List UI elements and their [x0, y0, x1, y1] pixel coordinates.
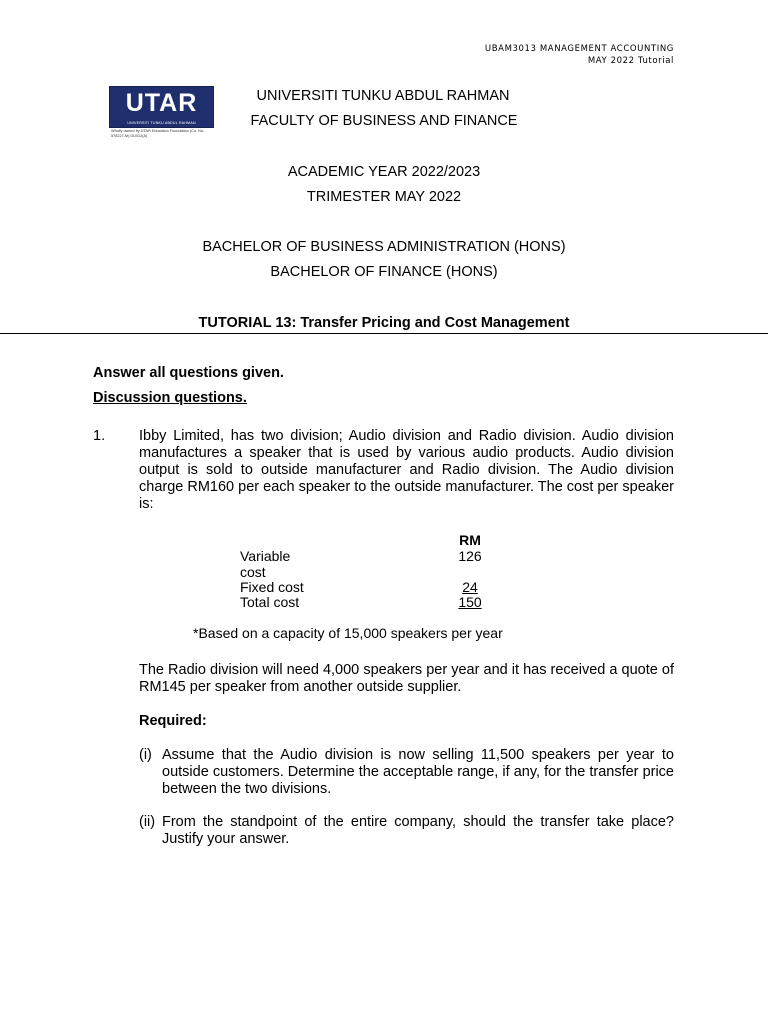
answer-all-instruction: Answer all questions given. [93, 365, 284, 381]
part-label: (i) [139, 747, 152, 763]
question-number: 1. [93, 428, 106, 444]
tutorial-title: TUTORIAL 13: Transfer Pricing and Cost Management [198, 315, 570, 331]
course-code-header: UBAM3013 MANAGEMENT ACCOUNTING [484, 44, 674, 54]
logo-subtext: UNIVERSITI TUNKU ABDUL RAHMAN [127, 121, 196, 125]
programme-finance: BACHELOR OF FINANCE (HONS) [270, 264, 498, 280]
capacity-note: *Based on a capacity of 15,000 speakers per year [193, 625, 503, 641]
cost-row-label: Total cost [240, 594, 300, 610]
cost-row-value: 150 [458, 594, 482, 610]
part-label: (ii) [139, 814, 156, 830]
radio-division-need: The Radio division will need 4,000 speakers per year and it has received a quote of RM145 per speaker from another outside supplier. [139, 662, 674, 695]
horizontal-rule [0, 333, 768, 334]
cost-row-label: Variable cost [240, 548, 291, 580]
cost-table-header: RM [459, 532, 481, 548]
required-label: Required: [139, 713, 207, 729]
discussion-heading: Discussion questions. [93, 390, 247, 406]
cost-row-value: 24 [462, 579, 478, 595]
programme-bba: BACHELOR OF BUSINESS ADMINISTRATION (HONS) [202, 239, 566, 255]
cost-row-value: 126 [458, 548, 482, 564]
logo-tagline: Wholly owned by UTAR Education Foundation (Co. No. 578227-M) DU012(A) [111, 129, 204, 138]
logo-text: UTAR [125, 89, 198, 117]
academic-year: ACADEMIC YEAR 2022/2023 [287, 164, 481, 180]
university-name: UNIVERSITI TUNKU ABDUL RAHMAN [256, 88, 510, 104]
cost-row-label: Fixed cost [240, 579, 304, 595]
part-text: From the standpoint of the entire company, should the transfer take place? Justify your answer. [162, 814, 674, 847]
question-intro: Ibby Limited, has two division; Audio division and Radio division. Audio division manufactures a speaker that is used by various audio products. Audio division output is sold to outside manufacturer and Radio division. The Audio division charge RM160 per each speaker to the outside manufacturer. The cost per speaker is: [139, 428, 674, 512]
faculty-name: FACULTY OF BUSINESS AND FINANCE [250, 113, 518, 129]
part-text: Assume that the Audio division is now selling 11,500 speakers per year to outside customers. Determine the acceptable range, if any, for the transfer price between the two divisions. [162, 747, 674, 797]
session-header: MAY 2022 Tutorial [587, 56, 674, 66]
trimester: TRIMESTER MAY 2022 [306, 189, 462, 205]
